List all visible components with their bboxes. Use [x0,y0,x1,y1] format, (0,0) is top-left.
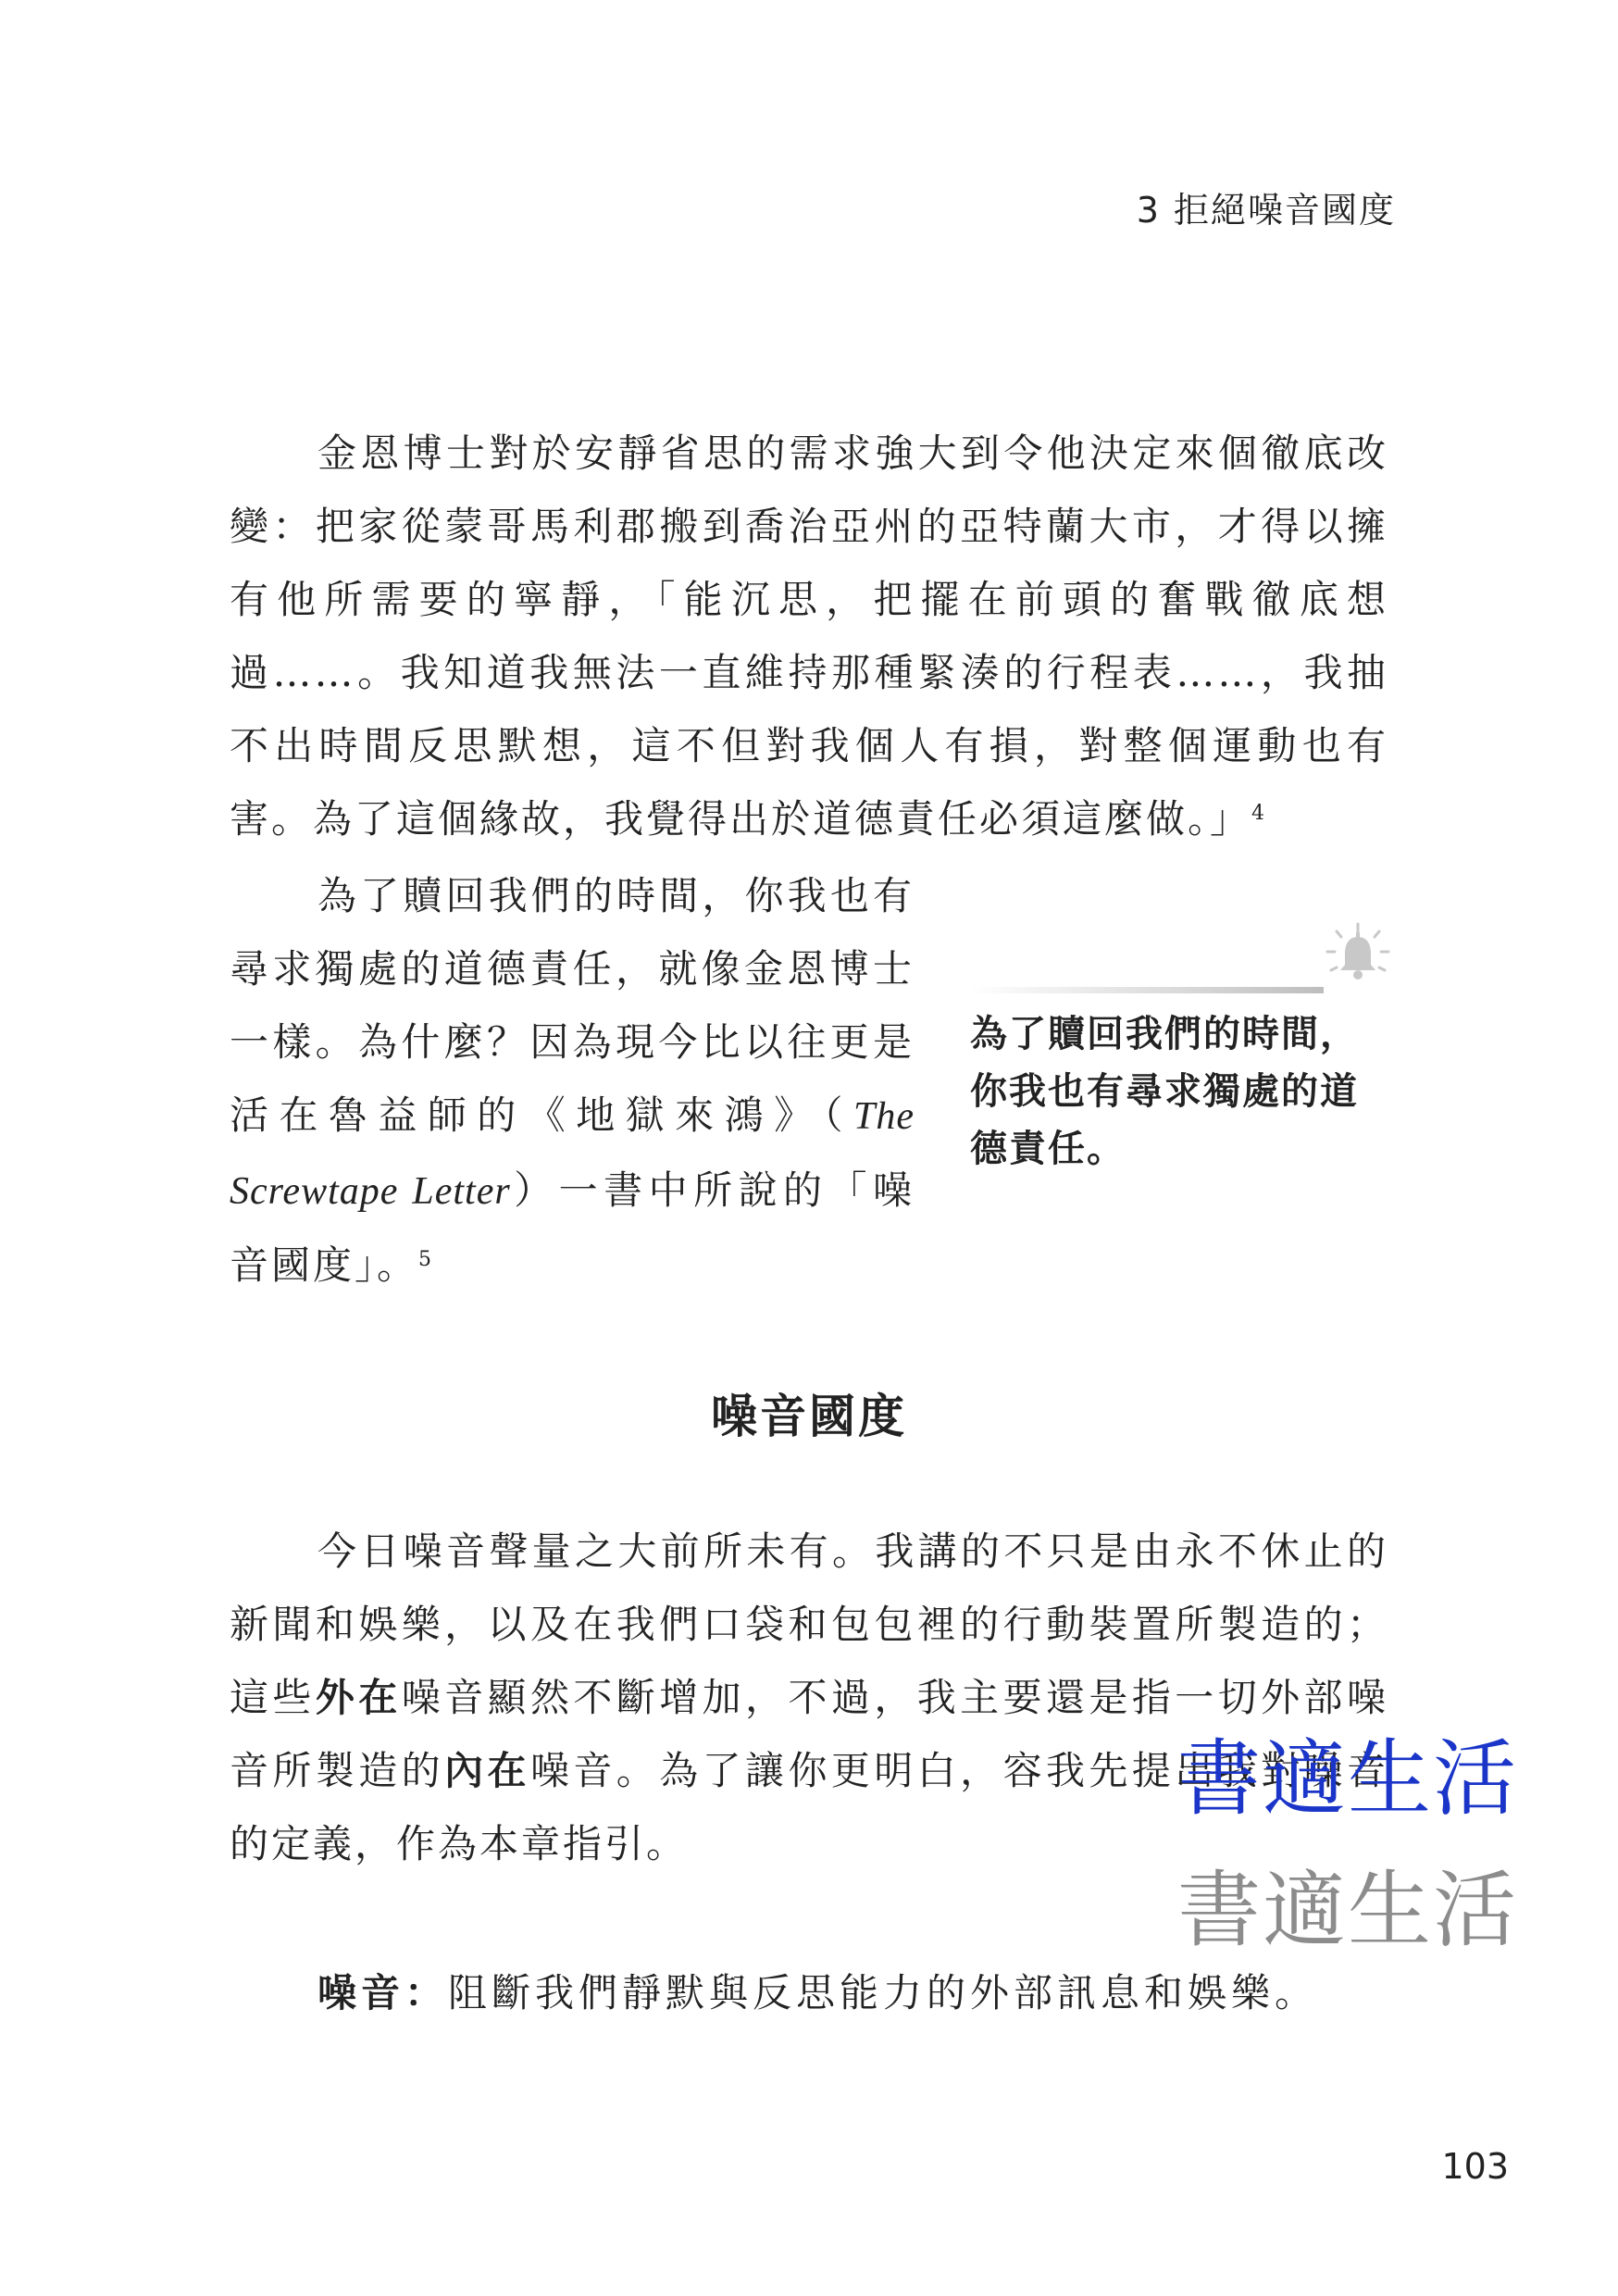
emphasis-internal: 內在 [444,1748,530,1793]
paragraph-text: 噪音。為了讓你更明白，容我先提出我對噪音的定義，作為本章指引。 [230,1748,1388,1866]
paragraph-king-quote [230,417,1388,855]
emphasis-external: 外在 [315,1675,402,1720]
pull-quote-rule [970,987,1324,993]
paragraph-text: 為了贖回我們的時間，你我也有尋求獨處的道德責任，就像金恩博士一樣。為什麼？因為現今比以往更是活在魯益師的《地獄來鴻》（ [230,873,915,1138]
footnote-marker: 5 [418,1248,435,1271]
watermark-blue: 書適生活 [1177,1730,1518,1828]
paragraph-text: 今日噪音聲量之大前所未有。我講的不只是由永不休止的新聞和娛樂，以及在我們口袋和包包裡的行動裝置所製造的；這些 [230,1529,1388,1720]
definition-text: 阻斷我們靜默與反思能力的外部訊息和娛樂。 [448,1970,1319,2015]
paragraph-text: 噪音顯然不斷增加，不過，我主要還是指一切外部噪音所製造的 [230,1675,1388,1793]
definition-term: 噪音： [317,1970,449,2015]
section-heading: 噪音國度 [711,1389,907,1443]
running-header: 3 拒絕噪音國度 [1136,190,1396,231]
paragraph-moral-duty [230,859,915,1302]
noise-definition [317,1963,1318,2018]
watermark-gray: 書適生活 [1177,1862,1518,1959]
page-number: 103 [1441,2146,1509,2187]
paragraph-text: 金恩博士對於安靜省思的需求強大到令他決定來個徹底改變：把家從蒙哥馬利郡搬到喬治亞州的亞特蘭大市，才得以擁有他所需要的寧靜，「能沉思，把擺在前頭的奮戰徹底想過……。我知道我無法一直維持那種緊湊的行程表……，我抽不出時間反思默想，這不但對我個人有損，對整個運動也有害。為了這個緣故，我覺得出於道德責任必須這麼做。」 [230,430,1388,842]
footnote-marker: 4 [1251,802,1268,825]
pull-quote: 為了贖回我們的時間，你我也有尋求獨處的道德責任。 [970,1013,1359,1170]
bell-icon [1326,922,1390,987]
paragraph-text: ）一書中所說的「噪音國度」。 [230,1167,915,1288]
book-title: The Screwtape Letter [230,1095,915,1213]
